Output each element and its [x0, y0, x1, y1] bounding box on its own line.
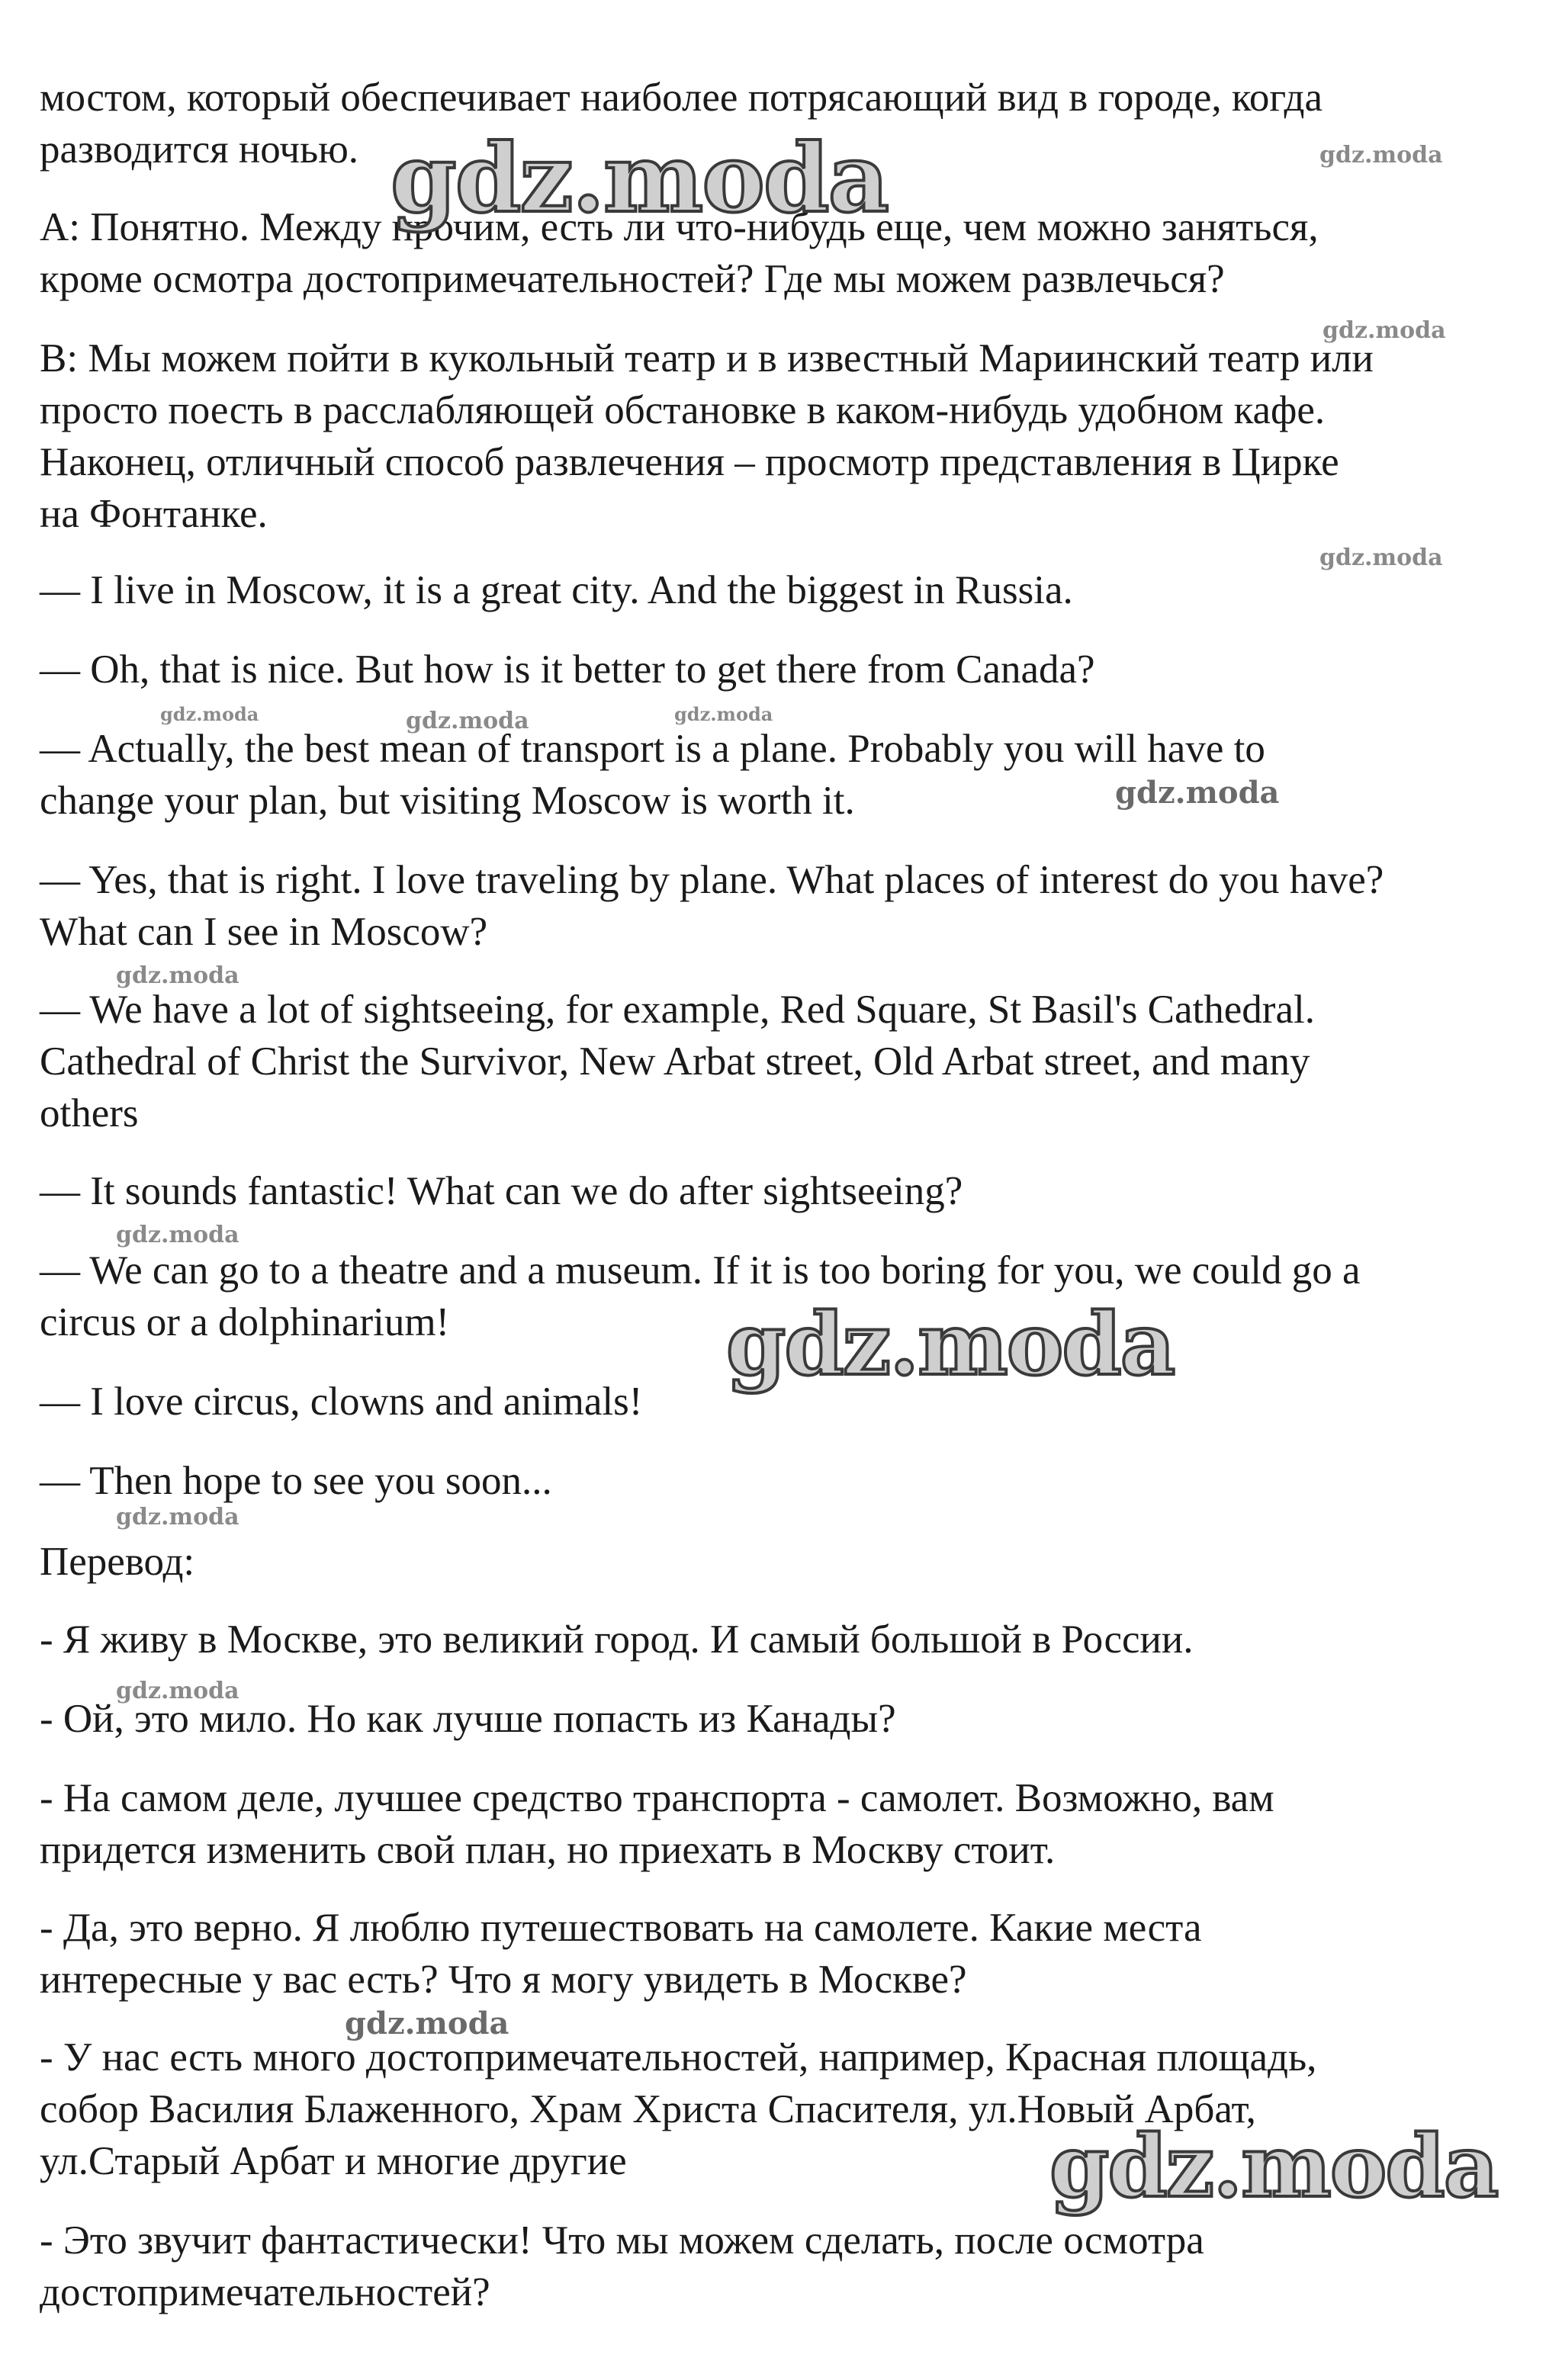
translation-line-1: [40, 1614, 1535, 1665]
watermark-logo: gdz.moda: [1319, 142, 1443, 169]
translation-line-5: [40, 2032, 1535, 2187]
text-line: интересные у вас есть? Что я могу увидеть в Москве?: [40, 1958, 967, 2002]
text-line: — Actually, the best mean of transport is a plane. Probably you will have to: [40, 727, 1265, 771]
text-line: — Oh, that is nice. But how is it better to get there from Canada?: [40, 647, 1095, 692]
text-line: — I live in Moscow, it is a great city. And the biggest in Russia.: [40, 568, 1073, 612]
text-line: достопримечательностей?: [40, 2270, 490, 2314]
translation-line-2: [40, 1693, 1535, 1745]
text-line: А: Понятно. Между прочим, есть ли что-нибудь еще, чем можно заняться,: [40, 205, 1319, 249]
text-line: change your plan, but visiting Moscow is worth it.: [40, 779, 855, 823]
text-line: разводится ночью.: [40, 127, 359, 172]
watermark-logo: gdz.moda: [160, 703, 259, 725]
text-line: — We can go to a theatre and a museum. If it is too boring for you, we could go a: [40, 1248, 1361, 1293]
text-line: - Это звучит фантастически! Что мы можем сделать, после осмотра: [40, 2218, 1204, 2263]
translation-line-6: [40, 2215, 1535, 2318]
watermark-logo: gdz.moda: [116, 962, 239, 989]
dialogue-line-8: [40, 1376, 1535, 1428]
text-line: Наконец, отличный способ развлечения – просмотр представления в Цирке: [40, 440, 1339, 484]
text-line: — Then hope to see you soon...: [40, 1459, 552, 1503]
dialogue-line-2: [40, 644, 1535, 695]
text-line: — It sounds fantastic! What can we do after sightseeing?: [40, 1169, 963, 1213]
watermark-logo: gdz.moda: [116, 1222, 239, 1248]
dialogue-line-9: [40, 1455, 1535, 1507]
text-line: — I love circus, clowns and animals!: [40, 1380, 643, 1424]
text-line: others: [40, 1091, 139, 1135]
text-line: - У нас есть много достопримечательностей, например, Красная площадь,: [40, 2035, 1317, 2080]
text-line: на Фонтанке.: [40, 492, 268, 536]
watermark-logo: gdz.moda: [345, 2006, 509, 2041]
watermark-logo: gdz.moda: [116, 1678, 239, 1704]
text-line: - На самом деле, лучшее средство транспорта - самолет. Возможно, вам: [40, 1776, 1274, 1820]
translation-heading: [40, 1536, 1535, 1588]
text-line: circus or a dolphinarium!: [40, 1300, 450, 1344]
watermark-logo: gdz.moda: [1049, 2117, 1498, 2217]
paragraph-bridge-view: [40, 72, 1535, 175]
watermark-logo: gdz.moda: [406, 708, 529, 734]
text-line: Перевод:: [40, 1540, 195, 1584]
watermark-logo: gdz.moda: [116, 1504, 239, 1530]
text-line: собор Василия Блаженного, Храм Христа Спасителя, ул.Новый Арбат,: [40, 2087, 1256, 2131]
text-line: придется изменить свой план, но приехать в Москву стоит.: [40, 1828, 1056, 1872]
text-line: - Я живу в Москве, это великий город. И самый большой в России.: [40, 1617, 1194, 1662]
text-line: В: Мы можем пойти в кукольный театр и в известный Мариинский театр или: [40, 336, 1374, 381]
dialogue-line-4: [40, 854, 1535, 958]
translation-line-3: [40, 1772, 1535, 1876]
text-line: What can I see in Moscow?: [40, 910, 488, 954]
watermark-logo: gdz.moda: [1323, 317, 1446, 344]
text-line: мостом, который обеспечивает наиболее потрясающий вид в городе, когда: [40, 75, 1323, 120]
watermark-logo: gdz.moda: [1319, 544, 1443, 571]
text-line: - Ой, это мило. Но как лучше попасть из Канады?: [40, 1697, 896, 1741]
watermark-logo: gdz.moda: [1115, 775, 1280, 811]
paragraph-b-answer: [40, 332, 1535, 540]
text-line: кроме осмотра достопримечательностей? Где мы можем развлечься?: [40, 257, 1225, 301]
watermark-logo: gdz.moda: [674, 703, 773, 725]
paragraph-a-question: [40, 201, 1535, 305]
text-line: ул.Старый Арбат и многие другие: [40, 2139, 627, 2183]
dialogue-line-3: [40, 723, 1535, 827]
text-line: просто поесть в расслабляющей обстановке в каком-нибудь удобном кафе.: [40, 388, 1326, 432]
dialogue-line-5: [40, 984, 1535, 1139]
dialogue-line-1: [40, 564, 1535, 616]
translation-line-4: [40, 1902, 1535, 2006]
dialogue-line-7: [40, 1245, 1535, 1348]
dialogue-line-6: [40, 1165, 1535, 1217]
text-line: — Yes, that is right. I love traveling by plane. What places of interest do you have?: [40, 858, 1384, 902]
watermark-logo: gdz.moda: [726, 1295, 1175, 1395]
watermark-logo: gdz.moda: [390, 124, 888, 234]
text-line: Cathedral of Christ the Survivor, New Arbat street, Old Arbat street, and many: [40, 1039, 1310, 1084]
text-line: - Да, это верно. Я люблю путешествовать на самолете. Какие места: [40, 1906, 1202, 1950]
text-line: — We have a lot of sightseeing, for example, Red Square, St Basil's Cathedral.: [40, 988, 1315, 1032]
